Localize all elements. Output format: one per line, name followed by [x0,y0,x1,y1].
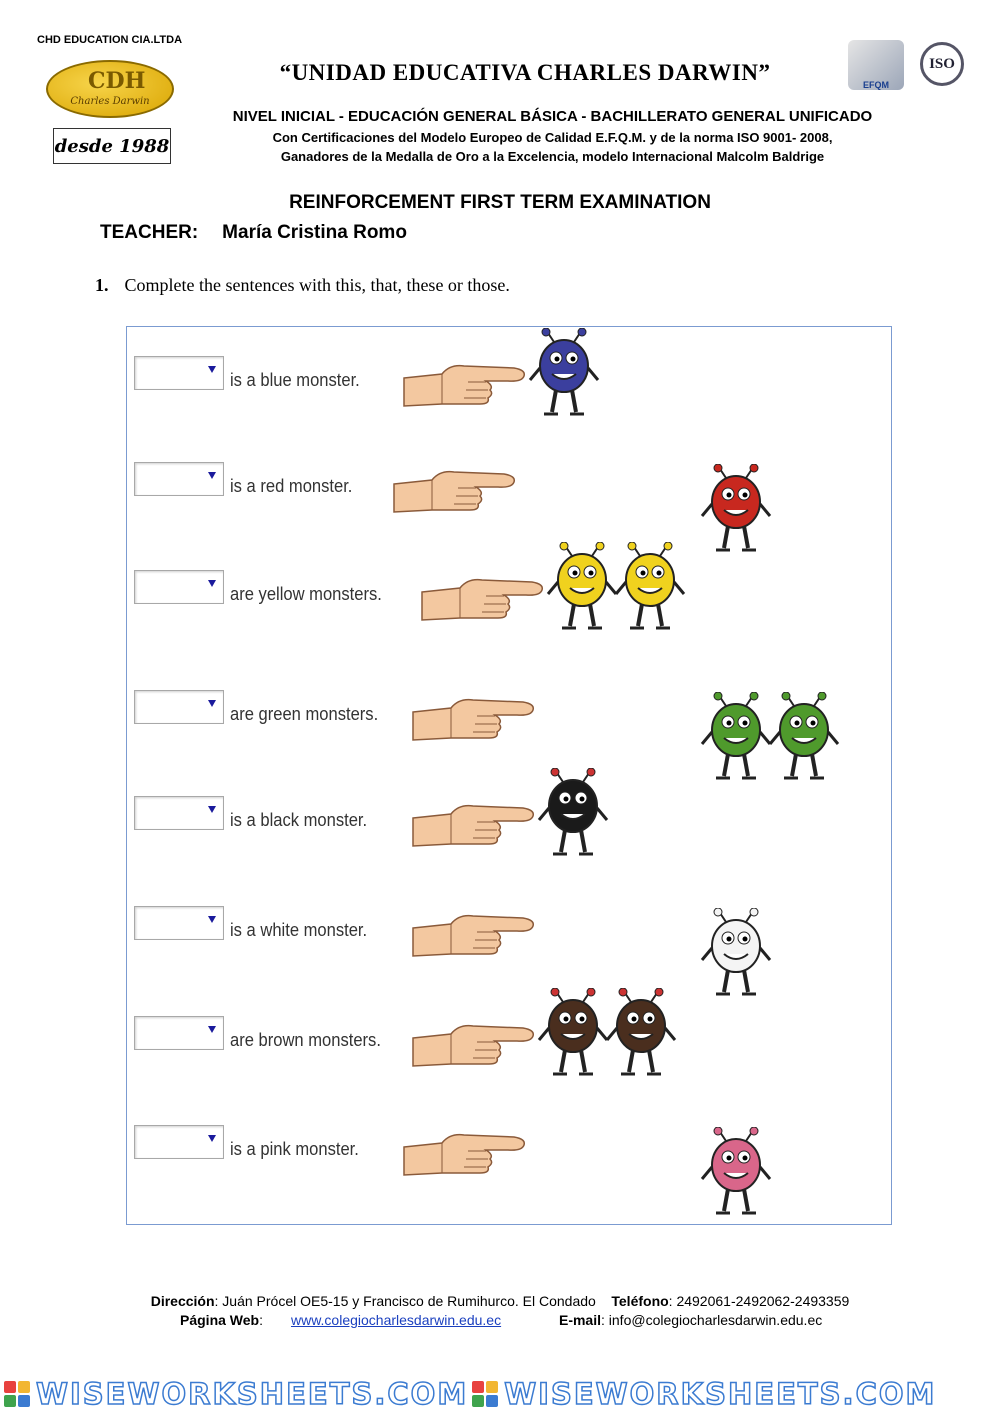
address-label: Dirección [150,1293,215,1309]
monster-illustration [768,692,840,787]
monster-illustration [546,542,618,637]
school-logo [46,60,174,118]
company-name: CHD EDUCATION CIA.LTDA [37,34,183,46]
email-value: : info@colegiocharlesdarwin.edu.ec [601,1312,823,1328]
phone-label: Teléfono [611,1293,669,1309]
email-label: E-mail [558,1312,601,1328]
logo-text: Charles Darwin [70,95,150,107]
pointing-hand-icon [411,906,541,960]
since-badge: desde 1988 [53,128,171,164]
dropdown-arrow-icon [208,472,216,479]
answer-dropdown[interactable] [134,356,224,390]
answer-dropdown[interactable] [134,462,224,496]
dropdown-arrow-icon [208,1026,216,1033]
school-levels: NIVEL INICIAL - EDUCACIÓN GENERAL BÁSICA - BACHILLERATO GENERAL UNIFICADO [232,108,873,125]
monster-illustration [700,464,772,559]
watermark-logo-icon [472,1381,498,1407]
teacher-line [100,222,407,244]
pointing-hand-icon [392,462,522,516]
certifications: Con Certificaciones del Modelo Europeo de Calidad E.F.Q.M. y de la norma ISO 9001- 2008, [272,130,833,145]
pointing-hand-icon [402,356,532,410]
dropdown-arrow-icon [208,580,216,587]
dropdown-arrow-icon [208,700,216,707]
watermark [0,1375,1000,1413]
question-number: 1. [95,275,109,295]
monster-illustration [537,988,609,1083]
pointing-hand-icon [411,1016,541,1070]
dropdown-arrow-icon [208,1135,216,1142]
monster-illustration [700,692,772,787]
answer-dropdown[interactable] [134,906,224,940]
web-colon: : [259,1312,263,1328]
sentence-text: is a pink monster. [230,1139,359,1159]
school-name: “UNIDAD EDUCATIVA CHARLES DARWIN” [279,60,771,85]
sentence-text: are yellow monsters. [230,584,382,604]
watermark-logo-icon [4,1381,30,1407]
sentence-text: are brown monsters. [230,1030,381,1050]
answer-dropdown[interactable] [134,690,224,724]
web-label: Página Web [180,1312,260,1328]
footer-contact [180,1312,822,1328]
monster-illustration [528,328,600,423]
monster-illustration [700,1127,772,1222]
iso-label: ISO [929,55,955,72]
watermark-text: WISEWORKSHEETS.COM [504,1377,937,1411]
answer-dropdown[interactable] [134,1016,224,1050]
instruction [95,275,510,296]
monster-illustration [537,768,609,863]
monster-illustration [700,908,772,1003]
awards: Ganadores de la Medalla de Oro a la Excelencia, modelo Internacional Malcolm Baldrige [280,149,825,164]
teacher-name: María Cristina Romo [222,222,407,243]
logo-monogram: CDH [88,68,146,94]
dropdown-arrow-icon [208,366,216,373]
footer-address [0,1293,1000,1309]
iso-logo [920,42,964,86]
sentence-text: is a blue monster. [230,370,360,390]
pointing-hand-icon [420,570,550,624]
efqm-label: EFQM [863,80,889,90]
teacher-label: TEACHER: [100,222,199,243]
sentence-text: is a white monster. [230,920,368,940]
phone-value: : 2492061-2492062-2493359 [668,1293,850,1309]
sentence-text: is a red monster. [230,476,353,496]
website-link[interactable]: www.colegiocharlesdarwin.edu.ec [290,1312,502,1328]
instruction-text: Complete the sentences with this, that, these or those. [124,275,510,295]
exam-title: REINFORCEMENT FIRST TERM EXAMINATION [289,192,711,213]
answer-dropdown[interactable] [134,1125,224,1159]
answer-dropdown[interactable] [134,796,224,830]
sentence-text: are green monsters. [230,704,379,724]
dropdown-arrow-icon [208,806,216,813]
monster-illustration [605,988,677,1083]
dropdown-arrow-icon [208,916,216,923]
sentence-text: is a black monster. [230,810,368,830]
pointing-hand-icon [402,1125,532,1179]
pointing-hand-icon [411,796,541,850]
watermark-text: WISEWORKSHEETS.COM [36,1377,469,1411]
efqm-logo [848,40,904,90]
monster-illustration [614,542,686,637]
answer-dropdown[interactable] [134,570,224,604]
pointing-hand-icon [411,690,541,744]
address-value: : Juán Prócel OE5-15 y Francisco de Rumihurco. El Condado [214,1293,596,1309]
